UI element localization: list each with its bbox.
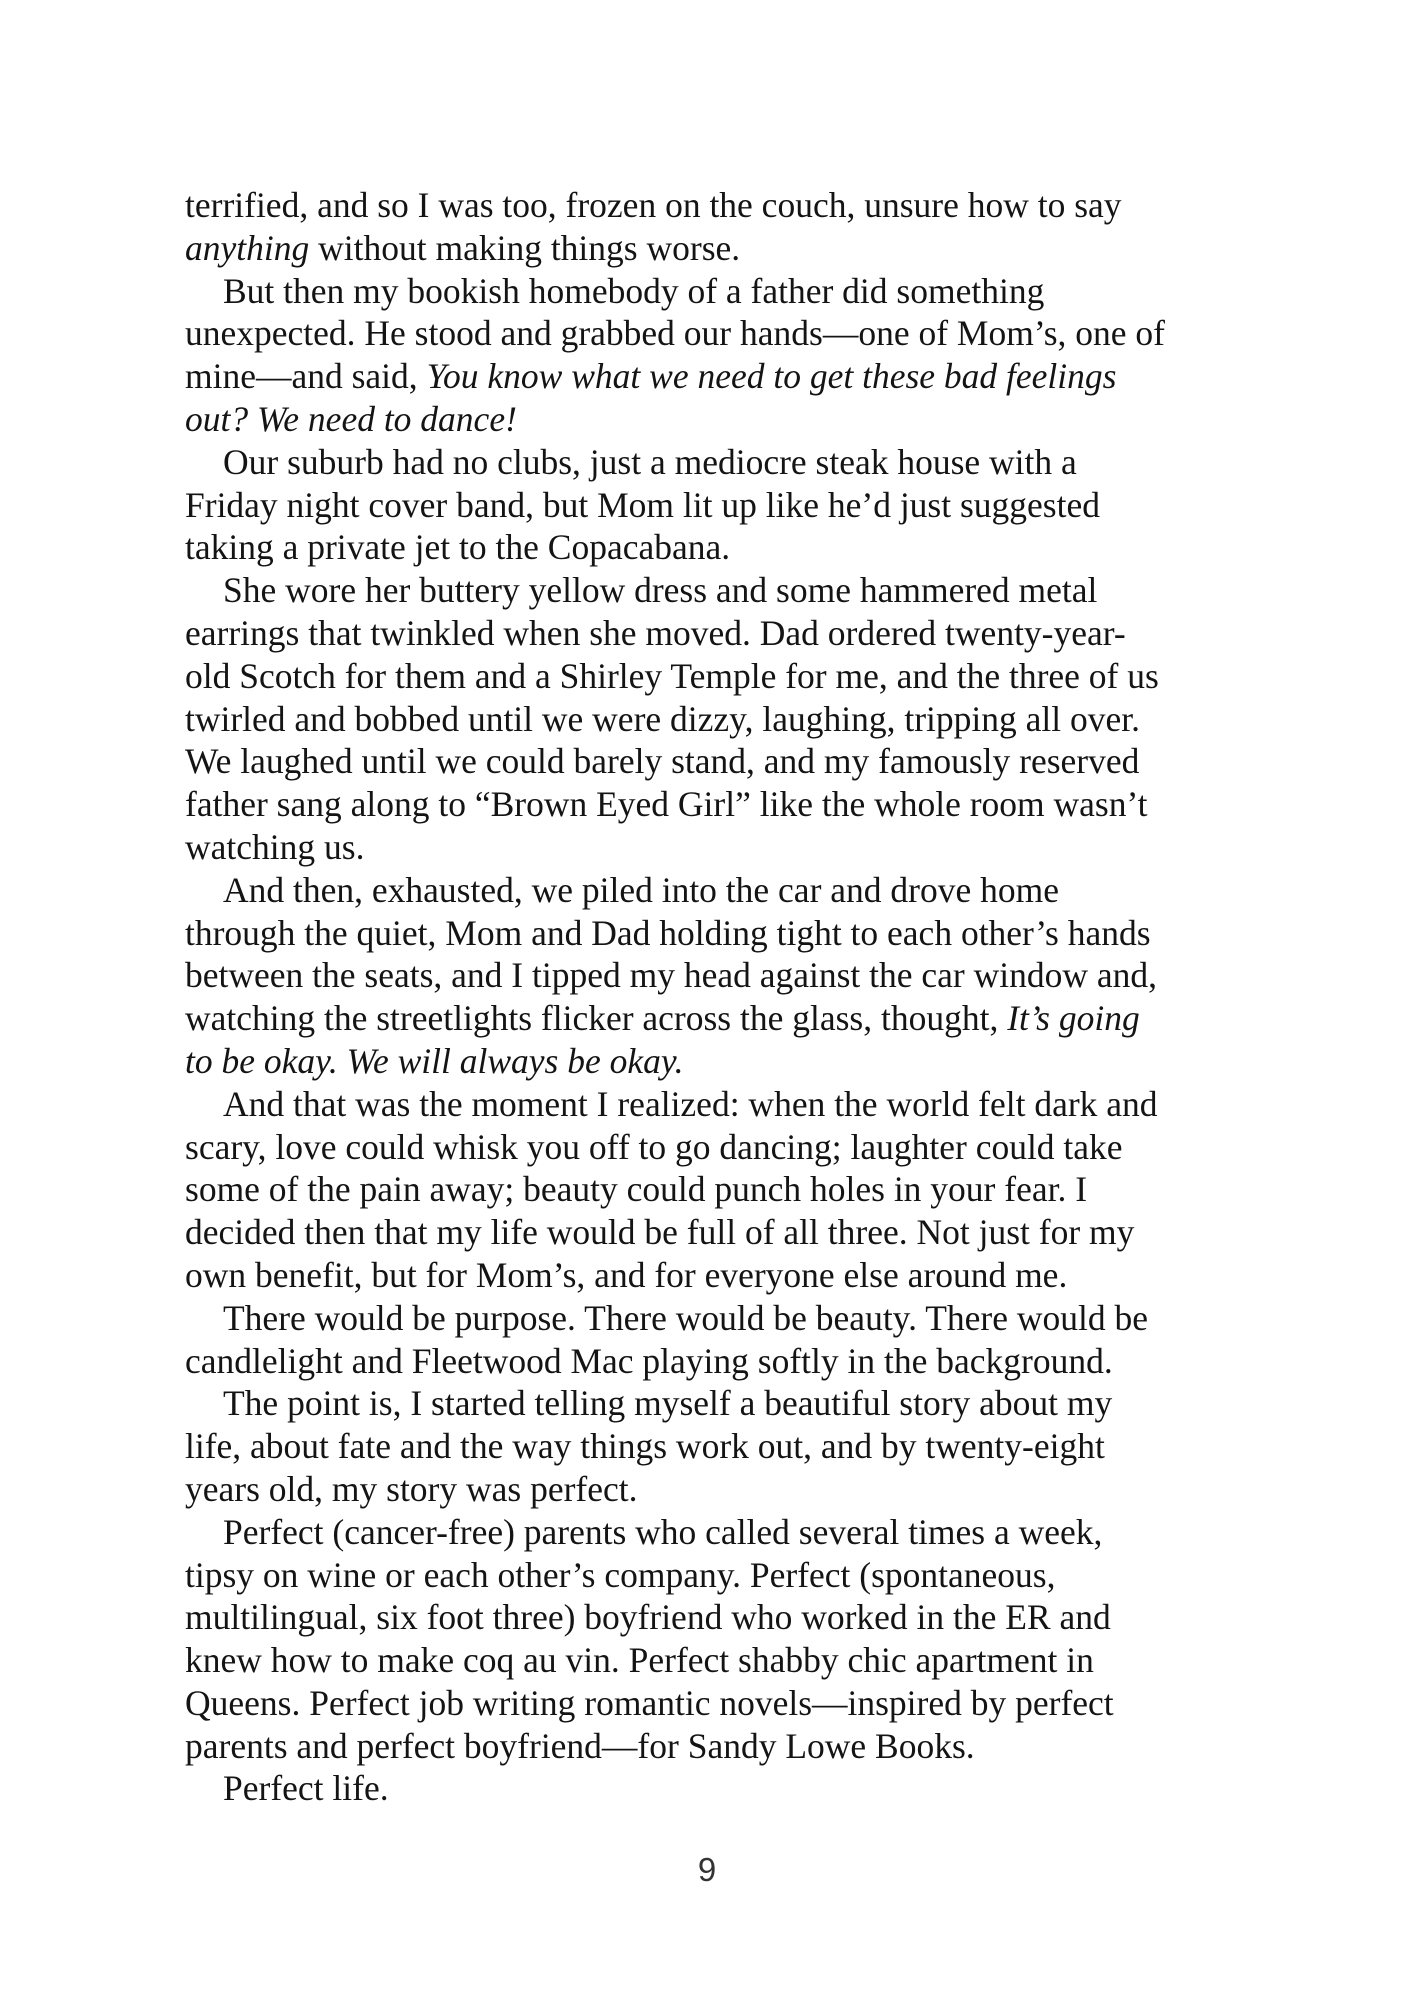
paragraph-first-line xyxy=(185,270,1285,313)
italic-text: It’s going xyxy=(1007,998,1140,1039)
text-run: old Scotch for them and a Shirley Temple for me, and the three of us xyxy=(185,655,1159,696)
text-run: watching the streetlights flicker across the glass, thought, xyxy=(185,998,1008,1039)
text-run: Friday night cover band, but Mom lit up like he’d just suggested xyxy=(185,484,1100,525)
text-run: And that was the moment I realized: when the world felt dark and xyxy=(223,1083,1158,1124)
text-run: father sang along to “Brown Eyed Girl” like the whole room wasn’t xyxy=(185,784,1148,825)
text-run: There would be purpose. There would be beauty. There would be xyxy=(223,1297,1149,1338)
text-line xyxy=(185,398,1285,441)
italic-text: anything xyxy=(185,227,310,268)
text-run: Our suburb had no clubs, just a mediocre steak house with a xyxy=(223,441,1077,482)
text-run: unexpected. He stood and grabbed our hands—one of Mom’s, one of xyxy=(185,313,1165,354)
text-run: We laughed until we could barely stand, and my famously reserved xyxy=(185,741,1140,782)
text-run: earrings that twinkled when she moved. Dad ordered twenty-year- xyxy=(185,612,1126,653)
text-line xyxy=(185,1340,1285,1383)
text-line xyxy=(185,184,1285,227)
text-run: through the quiet, Mom and Dad holding tight to each other’s hands xyxy=(185,912,1151,953)
text-line xyxy=(185,1639,1285,1682)
page-number: 9 xyxy=(697,1851,717,1888)
paragraph-first-line xyxy=(185,1767,1285,1810)
text-line xyxy=(185,1596,1285,1639)
text-run: decided then that my life would be full of all three. Not just for my xyxy=(185,1212,1135,1253)
text-line xyxy=(185,1126,1285,1169)
text-run: watching us. xyxy=(185,826,365,867)
text-line xyxy=(185,484,1285,527)
text-run: Perfect (cancer-free) parents who called several times a week, xyxy=(223,1511,1103,1552)
text-line xyxy=(185,1725,1285,1768)
text-run: Perfect life. xyxy=(223,1768,389,1809)
text-run: She wore her buttery yellow dress and some hammered metal xyxy=(223,570,1098,611)
text-run: candlelight and Fleetwood Mac playing softly in the background. xyxy=(185,1340,1113,1381)
text-run: some of the pain away; beauty could punch holes in your fear. I xyxy=(185,1169,1088,1210)
text-run: mine—and said, xyxy=(185,356,427,397)
text-line xyxy=(185,740,1285,783)
text-run: But then my bookish homebody of a father did something xyxy=(223,270,1045,311)
text-line xyxy=(185,612,1285,655)
text-line xyxy=(185,1682,1285,1725)
text-run: twirled and bobbed until we were dizzy, laughing, tripping all over. xyxy=(185,698,1140,739)
text-line xyxy=(185,1425,1285,1468)
text-line xyxy=(185,1468,1285,1511)
text-line xyxy=(185,783,1285,826)
text-run: And then, exhausted, we piled into the car and drove home xyxy=(223,869,1059,910)
text-run: scary, love could whisk you off to go dancing; laughter could take xyxy=(185,1126,1123,1167)
text-line xyxy=(185,227,1285,270)
paragraph-first-line xyxy=(185,441,1285,484)
text-run: multilingual, six foot three) boyfriend who worked in the ER and xyxy=(185,1597,1111,1638)
text-run: own benefit, but for Mom’s, and for everyone else around me. xyxy=(185,1254,1068,1295)
paragraph-first-line xyxy=(185,1511,1285,1554)
paragraph-first-line xyxy=(185,1297,1285,1340)
text-line xyxy=(185,526,1285,569)
paragraph-first-line xyxy=(185,869,1285,912)
text-line xyxy=(185,1254,1285,1297)
text-line xyxy=(185,954,1285,997)
italic-text: You know what we need to get these bad feelings xyxy=(426,356,1117,397)
text-run: knew how to make coq au vin. Perfect shabby chic apartment in xyxy=(185,1640,1094,1681)
text-run: terrified, and so I was too, frozen on the couch, unsure how to say xyxy=(185,185,1122,225)
text-line xyxy=(185,1040,1285,1083)
text-run: between the seats, and I tipped my head against the car window and, xyxy=(185,955,1157,996)
text-run: life, about fate and the way things work out, and by twenty-eight xyxy=(185,1426,1105,1467)
text-line xyxy=(185,312,1285,355)
text-line xyxy=(185,355,1285,398)
text-run: Queens. Perfect job writing romantic novels—inspired by perfect xyxy=(185,1682,1114,1723)
paragraph-first-line xyxy=(185,1382,1285,1425)
text-run: without making things worse. xyxy=(309,227,741,268)
italic-text: out? We need to dance! xyxy=(185,398,517,439)
text-line xyxy=(185,1554,1285,1597)
text-run: parents and perfect boyfriend—for Sandy Lowe Books. xyxy=(185,1725,975,1766)
text-run: years old, my story was perfect. xyxy=(185,1468,638,1509)
text-line xyxy=(185,1168,1285,1211)
text-run: tipsy on wine or each other’s company. Perfect (spontaneous, xyxy=(185,1554,1056,1595)
text-run: taking a private jet to the Copacabana. xyxy=(185,527,731,568)
paragraph-first-line xyxy=(185,569,1285,612)
text-line xyxy=(185,912,1285,955)
text-run: The point is, I started telling myself a beautiful story about my xyxy=(223,1383,1113,1424)
text-line xyxy=(185,1211,1285,1254)
text-line xyxy=(185,698,1285,741)
text-line xyxy=(185,826,1285,869)
text-line xyxy=(185,997,1285,1040)
text-line xyxy=(185,655,1285,698)
body-text xyxy=(185,184,1285,1810)
paragraph-first-line xyxy=(185,1083,1285,1126)
italic-text: to be okay. We will always be okay. xyxy=(185,1040,684,1081)
